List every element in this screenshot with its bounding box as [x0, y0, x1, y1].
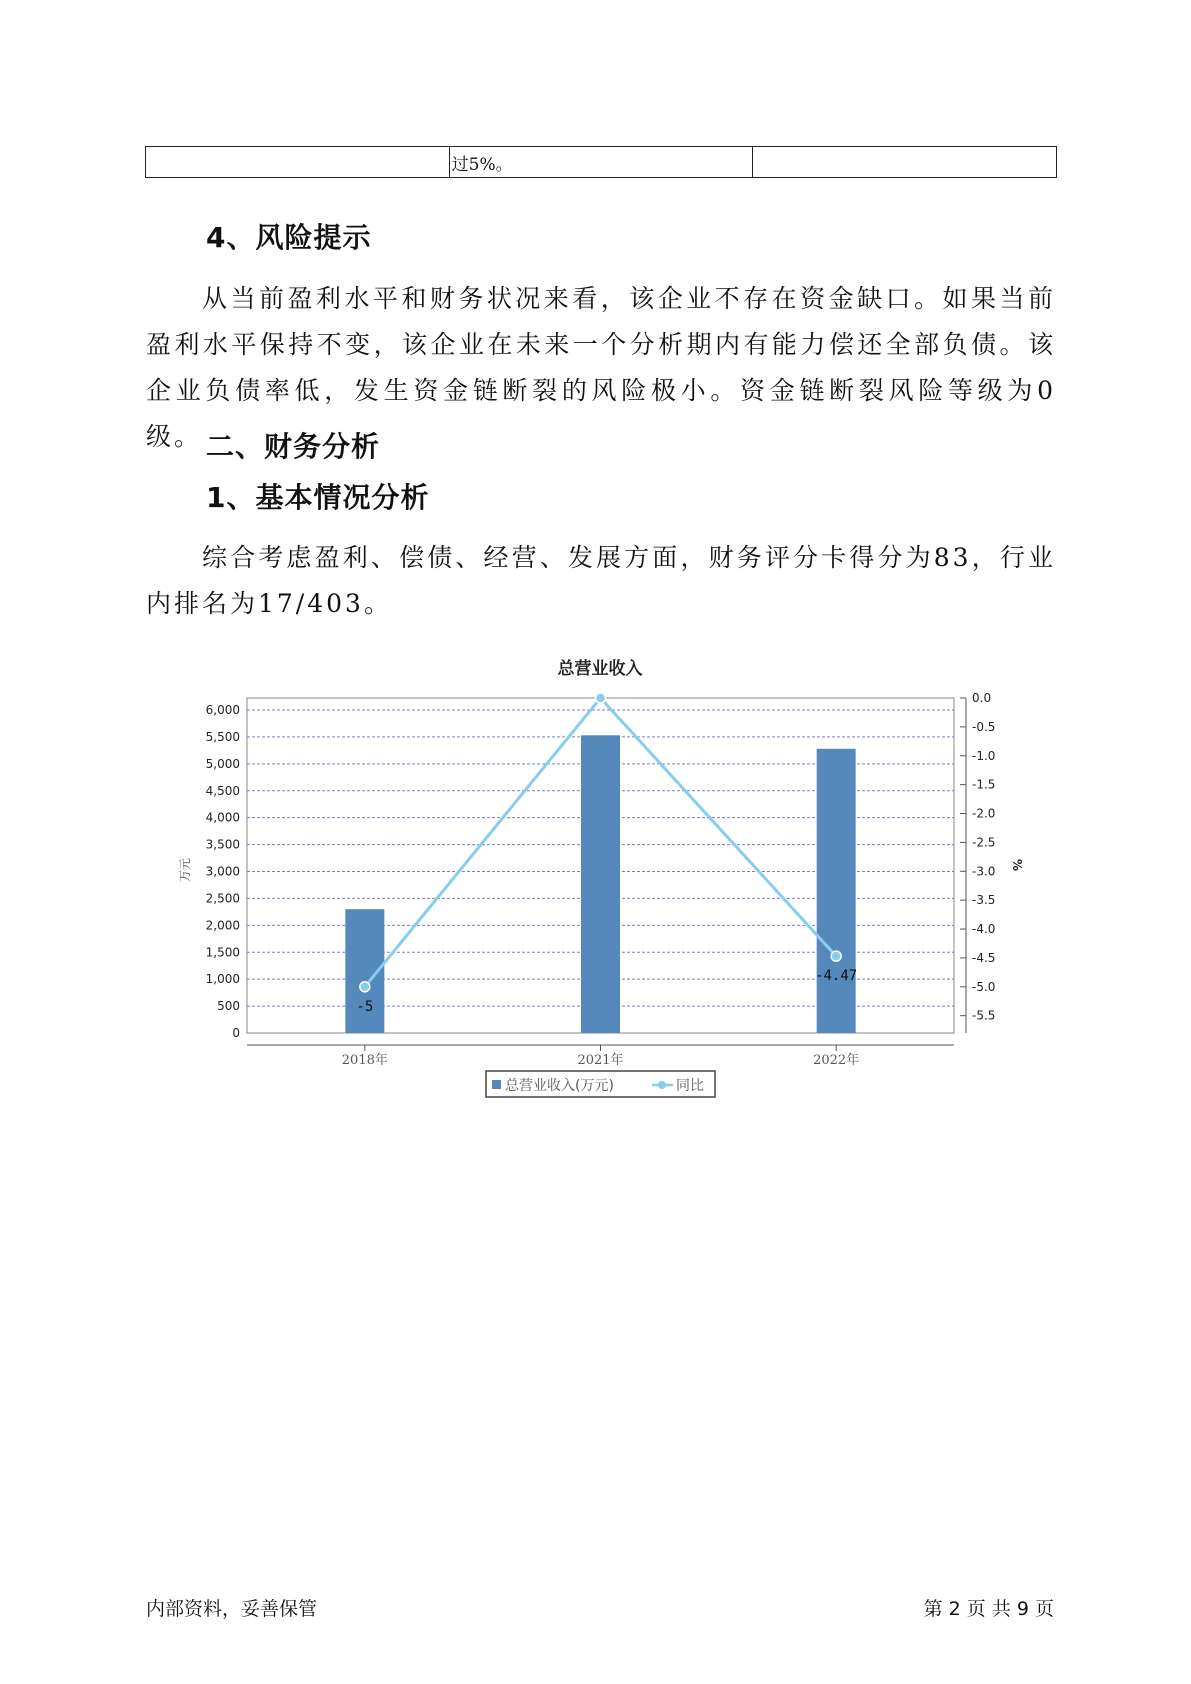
- legend-bar-label: 总营业收入(万元): [505, 1078, 614, 1094]
- x-tick-label: 2022年: [813, 1053, 860, 1068]
- right-tick-label: -3.0: [972, 864, 996, 879]
- paragraph-basic: 综合考虑盈利、偿债、经营、发展方面，财务评分卡得分为83，行业内排名为17/403。: [146, 543, 1056, 618]
- left-axis-ticks: [206, 703, 240, 1040]
- x-tick-label: 2018年: [341, 1053, 388, 1068]
- chart-title: 总营业收入: [557, 659, 643, 679]
- left-tick-label: 1,500: [205, 945, 240, 960]
- yoy-point: [360, 982, 370, 992]
- revenue-bar: [581, 735, 620, 1033]
- heading-finance-analysis: 二、财务分析: [206, 430, 381, 463]
- table-cell-2: 过5%。: [449, 147, 753, 178]
- heading-risk: 4、风险提示: [206, 221, 372, 254]
- left-tick-label: 2,500: [205, 891, 240, 906]
- left-tick-label: 5,500: [205, 729, 240, 744]
- left-tick-label: 6,000: [205, 703, 240, 717]
- left-tick-label: 3,000: [205, 864, 240, 879]
- revenue-chart: [170, 650, 1050, 1110]
- yoy-point: [831, 951, 841, 961]
- legend-line-label: 同比: [676, 1078, 704, 1094]
- left-tick-label: 5,000: [205, 756, 240, 771]
- right-axis-ticks: [960, 691, 995, 1023]
- table-cell-1: [146, 147, 450, 178]
- chart-legend: [486, 1071, 715, 1097]
- right-tick-label: -3.5: [972, 893, 996, 908]
- right-tick-label: -5.0: [972, 979, 996, 994]
- right-tick-label: -1.0: [972, 748, 996, 763]
- right-tick-label: 0.0: [972, 691, 992, 705]
- left-tick-label: 2,000: [205, 918, 240, 933]
- right-tick-label: -4.5: [972, 950, 996, 965]
- left-tick-label: 1,000: [205, 972, 240, 987]
- right-tick-label: -5.5: [972, 1008, 996, 1023]
- yoy-data-label: -5: [356, 998, 374, 1015]
- legend-bar-swatch: [492, 1080, 501, 1089]
- right-axis-label: %: [1010, 858, 1024, 872]
- bars: [345, 735, 858, 1033]
- table-cell-3: [753, 147, 1057, 178]
- left-tick-label: 4,500: [205, 783, 240, 798]
- right-tick-label: -4.0: [972, 922, 996, 937]
- right-tick-label: -2.0: [972, 806, 996, 821]
- x-axis-labels: [342, 1045, 859, 1068]
- paragraph-risk: 从当前盈利水平和财务状况来看，该企业不存在资金缺口。如果当前盈利水平保持不变，该企业在未来一个分析期内有能力偿还全部负债。该企业负债率低，发生资金链断裂的风险极小。资金链断裂风险等级为0级。: [146, 284, 1056, 451]
- criteria-table-row: [145, 146, 1057, 178]
- right-tick-label: -1.5: [972, 777, 996, 792]
- right-tick-label: -2.5: [972, 835, 996, 850]
- left-tick-label: 3,500: [205, 837, 240, 852]
- page-number: 第 2 页 共 9 页: [923, 1598, 1054, 1620]
- legend-line-dot: [658, 1081, 666, 1089]
- yoy-point: [596, 693, 606, 703]
- left-tick-label: 500: [217, 999, 240, 1014]
- x-tick-label: 2021年: [577, 1053, 624, 1068]
- revenue-bar: [817, 749, 856, 1033]
- heading-basic-analysis: 1、基本情况分析: [206, 481, 430, 514]
- right-tick-label: -0.5: [972, 719, 996, 734]
- footer-note: 内部资料，妥善保管: [146, 1598, 318, 1620]
- left-tick-label: 4,000: [205, 810, 240, 825]
- left-axis-label: 万元: [178, 857, 192, 883]
- yoy-data-label: -4.47: [815, 968, 858, 985]
- left-tick-label: 0: [232, 1026, 240, 1040]
